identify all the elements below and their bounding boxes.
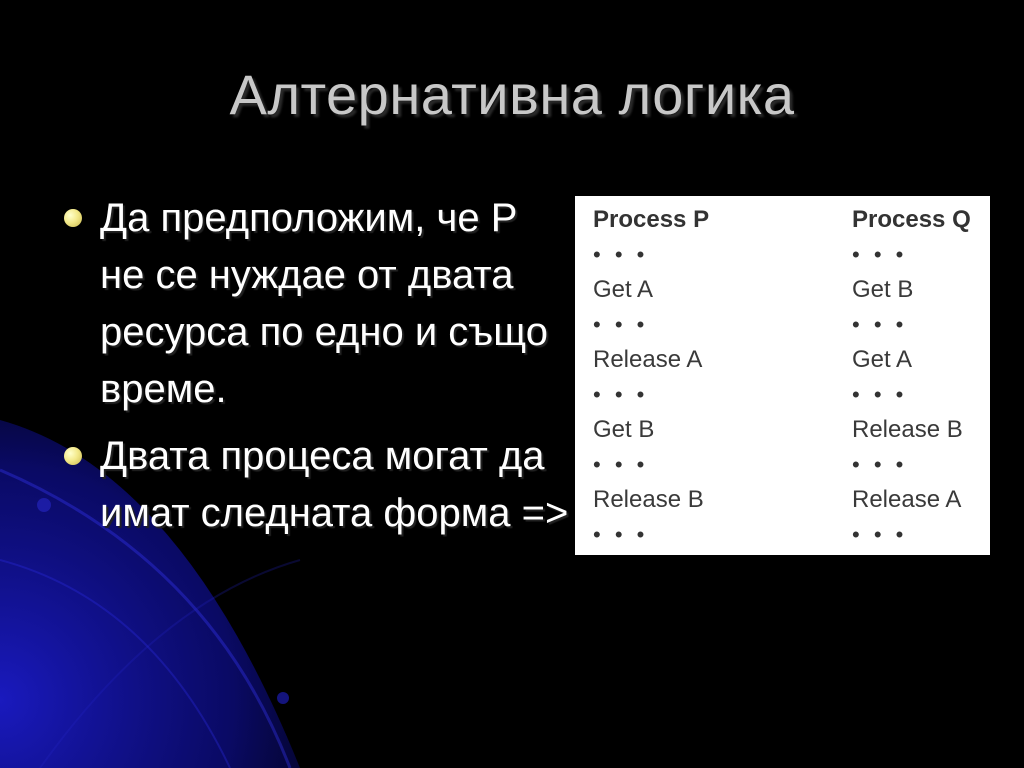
bullet-list [62, 190, 572, 552]
column-header: Process Q [852, 206, 971, 233]
table-cell: Release B [852, 416, 963, 443]
ellipsis-cell: • • • [593, 522, 649, 547]
table-cell: Get B [593, 416, 655, 443]
ellipsis-cell: • • • [593, 452, 649, 477]
ellipsis-cell: • • • [852, 452, 908, 477]
ellipsis-cell: • • • [852, 312, 908, 337]
ellipsis-cell: • • • [593, 312, 649, 337]
bullet-item [62, 428, 572, 542]
bullet-text: Двата процеса могат да имат следната форма => [100, 434, 569, 535]
process-p-column [593, 202, 709, 552]
slide-title: Алтернативна логика [229, 63, 795, 126]
ellipsis-cell: • • • [852, 522, 908, 547]
bullet-text: Да предположим, че P не се нуждае от двата ресурса по едно и също време. [100, 196, 548, 411]
table-cell: Get A [852, 346, 913, 373]
bullet-item [62, 190, 572, 418]
bullet-icon [64, 209, 82, 227]
table-cell: Get A [593, 276, 654, 303]
ellipsis-cell: • • • [593, 382, 649, 407]
process-q-column [852, 202, 971, 552]
ellipsis-cell: • • • [593, 242, 649, 267]
ellipsis-cell: • • • [852, 242, 908, 267]
ellipsis-cell: • • • [852, 382, 908, 407]
table-cell: Release B [593, 486, 704, 513]
bullet-icon [64, 447, 82, 465]
table-cell: Release A [852, 486, 962, 513]
column-header: Process P [593, 206, 710, 233]
table-cell: Get B [852, 276, 914, 303]
process-table [575, 196, 990, 555]
table-cell: Release A [593, 346, 703, 373]
